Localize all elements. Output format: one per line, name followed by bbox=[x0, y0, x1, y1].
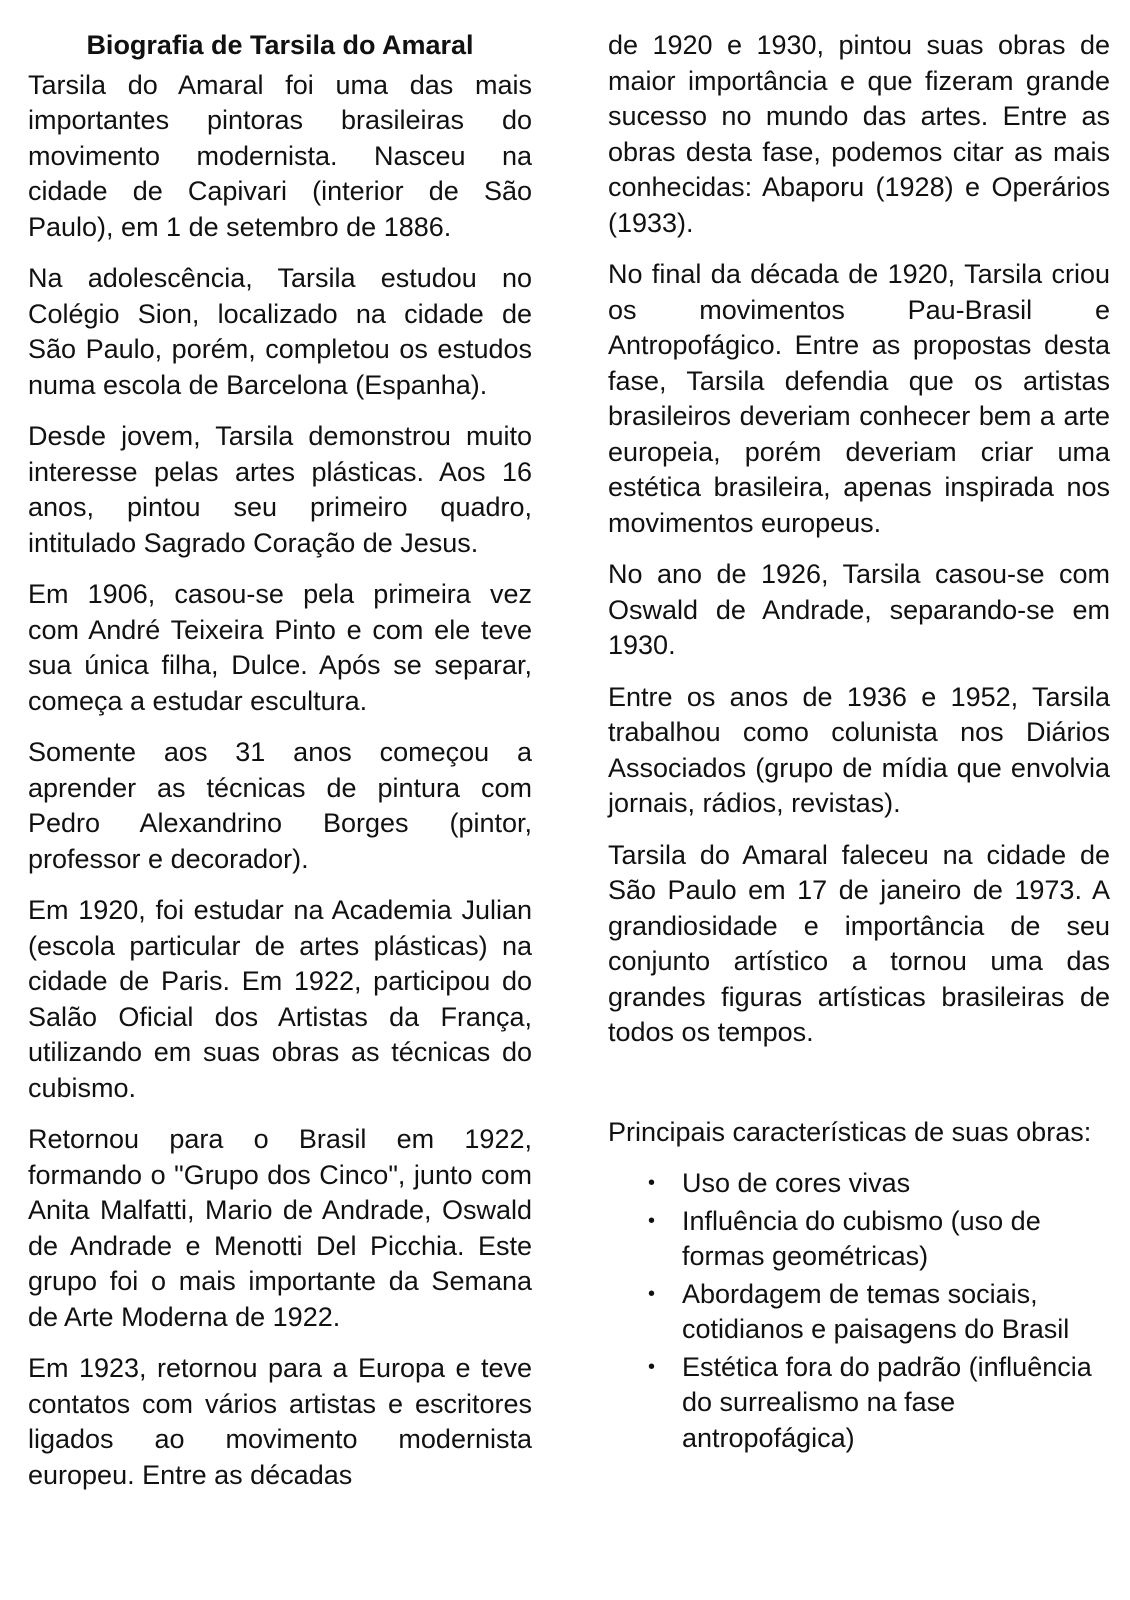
paragraph-major-works: de 1920 e 1930, pintou suas obras de maior importância e que fizeram grande sucesso no mundo das artes. Entre as obras desta fase, podemos citar as mais conhecidas: Abaporu (1928) e Operários (1933). bbox=[608, 30, 1110, 238]
features-list bbox=[608, 1166, 1110, 1456]
left-column bbox=[28, 28, 532, 1509]
paragraph-columnist: Entre os anos de 1936 e 1952, Tarsila trabalhou como colunista nos Diários Associados (grupo de mídia que envolvia jornais, rádios, revistas). bbox=[608, 681, 1110, 818]
bullet-icon: • bbox=[648, 1209, 656, 1232]
paragraph-academia-julian: Em 1920, foi estudar na Academia Julian (escola particular de artes plásticas) na cidade de Paris. Em 1922, participou do Salão Oficial dos Artistas da França, utilizando em suas obras as técnicas do cubismo. bbox=[28, 895, 532, 1103]
document-title: Biografia de Tarsila do Amaral bbox=[86, 30, 474, 60]
paragraph-first-painting: Desde jovem, Tarsila demonstrou muito interesse pelas artes plásticas. Aos 16 anos, pintou seu primeiro quadro, intitulado Sagrado Coração de Jesus. bbox=[28, 421, 532, 558]
list-item bbox=[646, 1204, 1110, 1275]
list-item bbox=[646, 1166, 1110, 1202]
paragraph-first-marriage: Em 1906, casou-se pela primeira vez com André Teixeira Pinto e com ele teve sua única filha, Dulce. Após se separar, começa a estudar escultura. bbox=[28, 579, 532, 716]
bullet-icon: • bbox=[648, 1172, 656, 1194]
feature-text: Uso de cores vivas bbox=[682, 1168, 911, 1198]
paragraph-second-marriage: No ano de 1926, Tarsila casou-se com Oswald de Andrade, separando-se em 1930. bbox=[608, 559, 1110, 660]
paragraph-grupo-dos-cinco: Retornou para o Brasil em 1922, formando o "Grupo dos Cinco", junto com Anita Malfatti, Mario de Andrade, Oswald de Andrade e Menotti Del Picchia. Este grupo foi o mais importante da Semana de Arte Moderna de 1922. bbox=[28, 1124, 532, 1332]
paragraph-movements: No final da década de 1920, Tarsila criou os movimentos Pau-Brasil e Antropofágico. Entre as propostas desta fase, Tarsila defendia que os artistas brasileiros deveriam conhecer bem a arte europeia, porém deveriam criar uma estética brasileira, apenas inspirada nos movimentos europeus. bbox=[608, 259, 1110, 538]
paragraph-birth: Tarsila do Amaral foi uma das mais importantes pintoras brasileiras do movimento modernista. Nasceu na cidade de Capivari (interior de São Paulo), em 1 de setembro de 1886. bbox=[28, 69, 532, 242]
bullet-icon: • bbox=[648, 1282, 656, 1305]
features-heading: Principais características de suas obras: bbox=[608, 1116, 1092, 1147]
right-column bbox=[608, 28, 1110, 1458]
list-item bbox=[646, 1277, 1110, 1348]
feature-text: Estética fora do padrão (influência do surrealismo na fase antropofágica) bbox=[682, 1351, 1092, 1453]
paragraph-return-europe: Em 1923, retornou para a Europa e teve contatos com vários artistas e escritores ligados ao movimento modernista europeu. Entre as décadas bbox=[28, 1353, 532, 1490]
list-item bbox=[646, 1350, 1110, 1457]
paragraph-adolescence: Na adolescência, Tarsila estudou no Colégio Sion, localizado na cidade de São Paulo, porém, completou os estudos numa escola de Barcelona (Espanha). bbox=[28, 263, 532, 400]
bullet-icon: • bbox=[648, 1355, 656, 1378]
paragraph-death: Tarsila do Amaral faleceu na cidade de São Paulo em 17 de janeiro de 1973. A grandiosidade e importância de seu conjunto artístico a tornou uma das grandes figuras artísticas brasileiras de todos os tempos. bbox=[608, 839, 1110, 1047]
paragraph-painting-studies: Somente aos 31 anos começou a aprender as técnicas de pintura com Pedro Alexandrino Borges (pintor, professor e decorador). bbox=[28, 737, 532, 874]
feature-text: Influência do cubismo (uso de formas geométricas) bbox=[682, 1205, 1041, 1271]
feature-text: Abordagem de temas sociais, cotidianos e paisagens do Brasil bbox=[682, 1278, 1070, 1344]
section-spacer bbox=[608, 1067, 1110, 1115]
